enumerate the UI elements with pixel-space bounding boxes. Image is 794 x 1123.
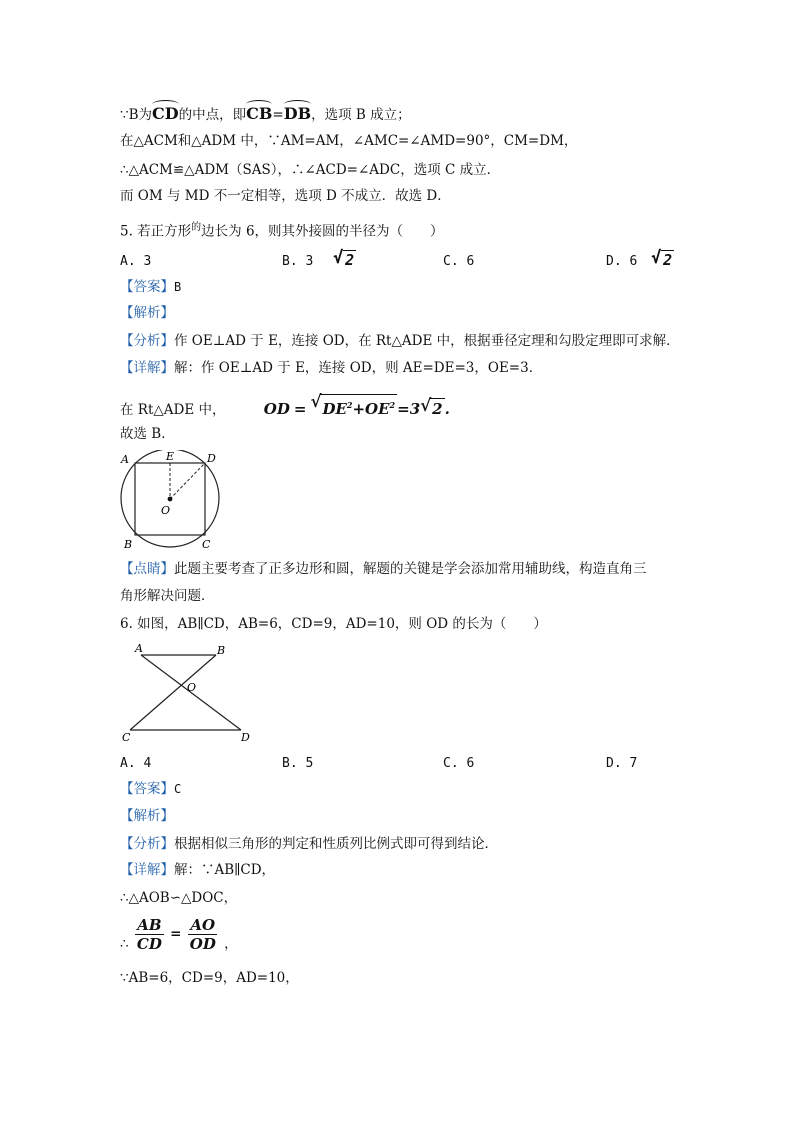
equals: = bbox=[272, 107, 284, 123]
fenxi-text: 作 OE⊥AD 于 E，连接 OD，在 Rt△ADE 中，根据垂径定理和勾股定理即可求解． bbox=[174, 333, 680, 349]
q5-conclusion: 故选 B． bbox=[120, 426, 175, 442]
text: 的中点，即 bbox=[178, 107, 247, 123]
answer-tag: 【答案】 bbox=[120, 279, 174, 295]
q6-stem: 6. 如图，AB∥CD，AB=6，CD=9，AD=10，则 OD 的长为（ ） bbox=[120, 616, 547, 632]
label-o: O bbox=[187, 681, 197, 694]
q6-answer bbox=[120, 779, 181, 799]
q5-stem-b: 边长为 6，则其外接圆的半径为（ ） bbox=[201, 223, 444, 240]
formula: OD = √ $DE^2+OE^2 =3$ √ 2 . bbox=[263, 392, 450, 418]
comma: ， bbox=[224, 936, 238, 952]
q6-fenxi bbox=[120, 834, 498, 854]
sqrt-2: √ 2 bbox=[651, 248, 673, 269]
therefore: ∴ bbox=[120, 936, 129, 952]
q6-option-c: C. 6 bbox=[443, 756, 475, 771]
label-a: A bbox=[121, 453, 129, 466]
proof-line-4: 而 OM 与 MD 不一定相等，选项 D 不成立．故选 D． bbox=[120, 188, 451, 204]
arc-cd: CD bbox=[152, 100, 179, 124]
fenxi-text: 根据相似三角形的判定和性质列比例式即可得到结论． bbox=[174, 836, 498, 852]
label-b: B bbox=[124, 538, 133, 551]
q5-option-d bbox=[606, 250, 674, 269]
proof-line-3: ∴△ACM≌△ADM（SAS），∴∠ACD=∠ADC，选项 C 成立． bbox=[120, 162, 501, 178]
q6-option-d: D. 7 bbox=[606, 756, 638, 771]
formula-prefix: 在 Rt△ADE 中， bbox=[120, 402, 226, 418]
label-b: B bbox=[217, 644, 226, 657]
q6-xiangjie bbox=[120, 860, 275, 880]
q6-figure bbox=[120, 640, 256, 746]
q5-xiangjie bbox=[120, 358, 542, 378]
q5-analysis-tag: 【解析】 bbox=[120, 305, 174, 321]
xiangjie-text: 解：∵AB∥CD， bbox=[174, 862, 276, 878]
dianjing-text: 此题主要考查了正多边形和圆，解题的关键是学会添加常用辅助线，构造直角三 bbox=[174, 561, 647, 577]
q5-option-d-label: D. 6 bbox=[606, 254, 638, 269]
label-e: E bbox=[166, 450, 175, 463]
label-d: D bbox=[207, 452, 216, 465]
q6-option-b: B. 5 bbox=[282, 756, 314, 771]
label-c: C bbox=[202, 538, 211, 551]
label-a: A bbox=[135, 642, 143, 655]
answer-value: B bbox=[174, 280, 182, 294]
dianjing-tag: 【点睛】 bbox=[120, 561, 174, 577]
q5-dianjing-1 bbox=[120, 559, 647, 579]
fenxi-tag: 【分析】 bbox=[120, 333, 174, 349]
q5-stem bbox=[120, 218, 444, 242]
text: ，选项 B 成立； bbox=[311, 107, 411, 123]
q5-dianjing-2: 角形解决问题． bbox=[120, 588, 215, 604]
q5-stem-de: 的 bbox=[191, 222, 202, 233]
label-d: D bbox=[241, 731, 250, 744]
fraction-ab-cd: $\frac{AB}{CD}$ bbox=[136, 916, 162, 953]
q5-option-a: A. 3 bbox=[120, 254, 152, 269]
xiangjie-tag: 【详解】 bbox=[120, 862, 174, 878]
answer-value: C bbox=[174, 782, 182, 796]
sqrt-2: √ 2 bbox=[333, 248, 355, 269]
q6-option-a: A. 4 bbox=[120, 756, 152, 771]
q6-ratio bbox=[120, 916, 238, 953]
arc-cb: CB bbox=[246, 100, 272, 124]
q5-stem-a: 5. 若正方形 bbox=[120, 223, 192, 240]
q6-given: ∵AB=6，CD=9，AD=10， bbox=[120, 970, 299, 986]
proof-line-2: 在△ACM和△ADM 中，∵AM=AM，∠AMC=∠AMD=90°，CM=DM， bbox=[120, 133, 578, 149]
label-c: C bbox=[122, 731, 131, 744]
q5-fenxi bbox=[120, 331, 680, 351]
arc-db: DB bbox=[284, 100, 311, 124]
q6-similar: ∴△AOB∽△DOC， bbox=[120, 890, 238, 906]
q5-formula-line bbox=[120, 394, 450, 420]
label-o: O bbox=[161, 504, 171, 517]
equals: = bbox=[170, 926, 182, 942]
q5-option-c: C. 6 bbox=[443, 254, 475, 269]
q6-analysis-tag: 【解析】 bbox=[120, 808, 174, 824]
answer-tag: 【答案】 bbox=[120, 781, 174, 797]
proof-line-1 bbox=[120, 100, 411, 125]
xiangjie-text: 解：作 OE⊥AD 于 E，连接 OD，则 AE=DE=3，OE=3． bbox=[174, 360, 543, 376]
text: ∵B为 bbox=[120, 107, 153, 123]
q5-option-b-label: B. 3 bbox=[282, 254, 314, 269]
q5-figure bbox=[116, 450, 226, 554]
q5-option-b bbox=[282, 250, 356, 269]
xiangjie-tag: 【详解】 bbox=[120, 360, 174, 376]
q5-answer bbox=[120, 277, 181, 297]
fraction-ao-od: $\frac{AO}{OD}$ bbox=[189, 916, 216, 953]
fenxi-tag: 【分析】 bbox=[120, 836, 174, 852]
